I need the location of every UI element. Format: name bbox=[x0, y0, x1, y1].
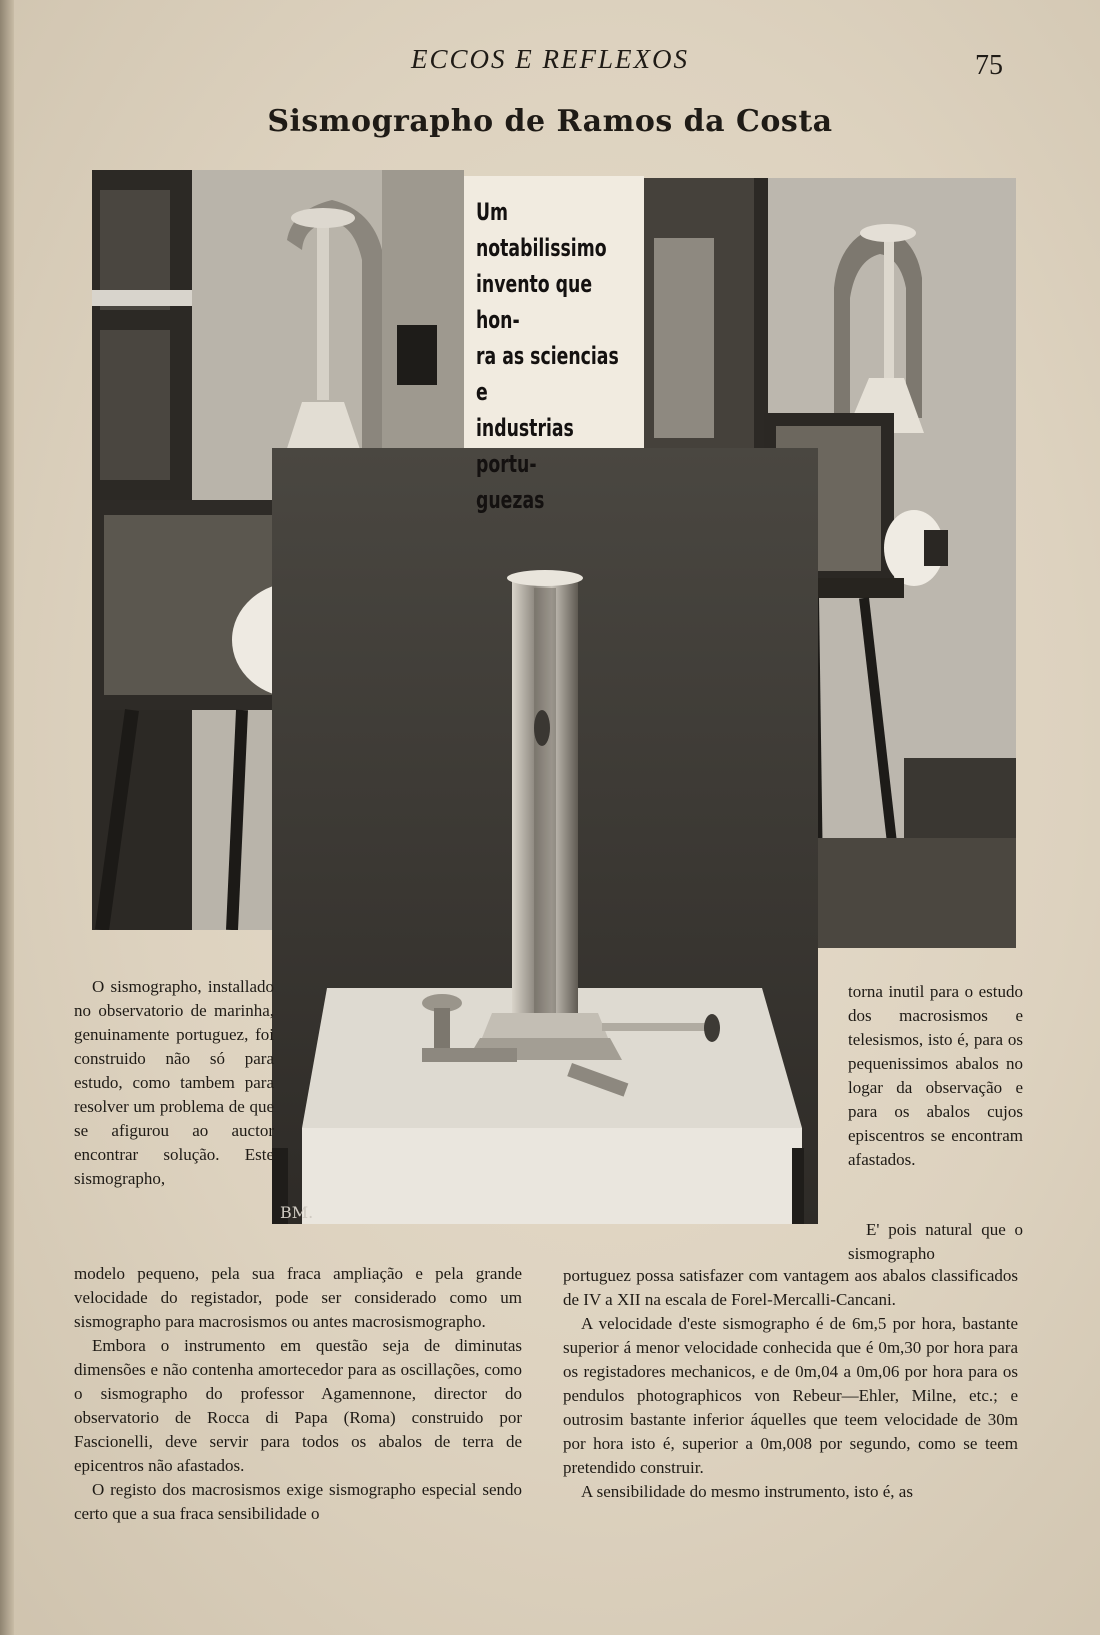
paragraph: portuguez possa satisfazer com vantagem aos abalos classificados de IV a XII na escala de Forel-Mercalli-Cancani. bbox=[563, 1266, 1018, 1309]
paragraph: O sismographo, installado no observatorio de marinha, genuinamente portuguez, foi construido não só para estudo, como tambem para resolver um problema de que se afigurou ao auctor encontrar solução. Este sismographo, bbox=[74, 977, 274, 1188]
paragraph: O registo dos macrosismos exige sismographo especial sendo certo que a sua fraca sensibilidade o bbox=[74, 1480, 522, 1523]
callout-text bbox=[476, 194, 636, 518]
callout-line: Um notabilissimo bbox=[476, 198, 607, 262]
callout-box bbox=[464, 176, 644, 514]
text-right-column bbox=[563, 1264, 1018, 1504]
callout-line: invento que hon- bbox=[476, 270, 593, 334]
page-edge-shadow bbox=[0, 0, 14, 1635]
photo-seismograph-center bbox=[272, 448, 818, 1224]
paragraph: Embora o instrumento em questão seja de diminutas dimensões e não contenha amortecedor para as oscillações, como o sismographo do professor Agamennone, director do observatorio de Rocca di Papa (Roma) construido por Fascionelli, deve servir para todos os abalos de terra de epicentros não afastados. bbox=[74, 1336, 522, 1475]
article-title: Sismographo de Ramos da Costa bbox=[267, 104, 833, 139]
text-right-narrow bbox=[848, 980, 1023, 1172]
paragraph: torna inutil para o estudo dos macrosismos e telesismos, isto é, para os pequenissimos abalos no logar da observação e para os abalos cujos episcentros se encontram afastados. bbox=[848, 982, 1023, 1169]
paragraph: A velocidade d'este sismographo é de 6m,5 por hora, bastante superior á menor velocidade conhecida que é 0m,30 por hora para os registadores mechanicos, e de 0m,04 a 0m,06 por hora para os pendulos photographicos von Rebeur—Ehler, Milne, etc.; e outrosim bastante inferior áquelles que teem velocidade de 30m por hora isto é, superior a 0m,008 por segundo, como se teem pretendido construir. bbox=[563, 1314, 1018, 1477]
text-right-narrow-continued bbox=[848, 1218, 1023, 1266]
paragraph: A sensibilidade do mesmo instrumento, isto é, as bbox=[581, 1482, 913, 1501]
callout-line: guezas bbox=[476, 486, 545, 514]
page-number: 75 bbox=[975, 50, 1003, 81]
paragraph: E' pois natural que o sismographo bbox=[848, 1220, 1023, 1263]
text-left-narrow bbox=[74, 975, 274, 1191]
photo-center-image bbox=[272, 448, 818, 1224]
photo-signature: BM. bbox=[280, 1203, 314, 1222]
callout-line: industrias portu- bbox=[476, 414, 574, 478]
paragraph: modelo pequeno, pela sua fraca ampliação e pela grande velocidade do registador, pode ser considerado como um sismographo para macrosismos ou antes macrosismographo. bbox=[74, 1264, 522, 1331]
running-title: ECCOS E REFLEXOS bbox=[411, 44, 689, 74]
callout-line: ra as sciencias e bbox=[476, 342, 619, 406]
text-left-column bbox=[74, 1262, 522, 1526]
